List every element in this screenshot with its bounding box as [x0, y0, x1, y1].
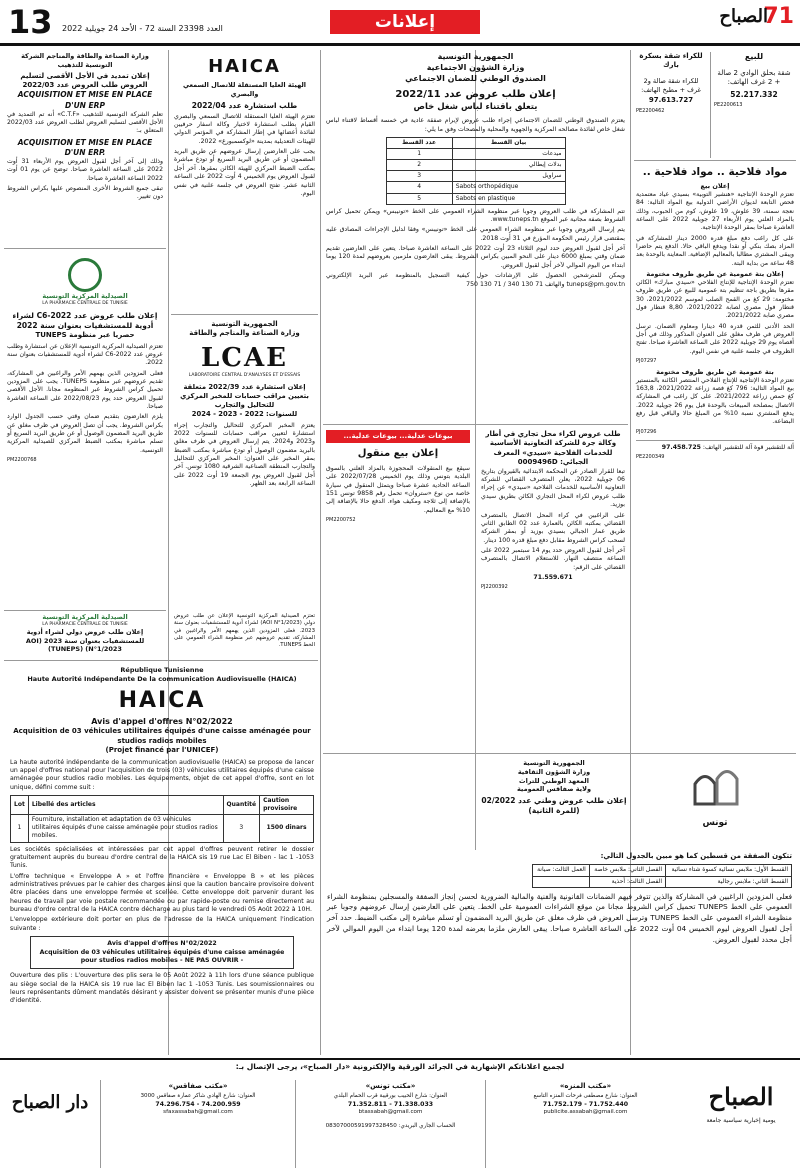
- ad-divider: [710, 52, 711, 158]
- table-row: القسط الأول: ملابس نسائية كسوة شتاء نسائية الفصل الثاني: ملابس خاصة العمل الثالث: صيانة: [533, 865, 792, 876]
- agri-ads: [634, 164, 796, 754]
- pct-text-3: يلزم العارضون بتقديم ضمان وقتي حسب الجدول الوارد بكراس الشروط. يجب أن تصل العروض في ظرف مغلق عن طريق البريد المضمون الوصول أو عن طريق البريد السريع أو تسلم مباشرة بمكتب الضبط المركزي للصيدلية المركزية التونسية.: [7, 413, 163, 454]
- ctf-header: وزارة الصناعة والطاقة والمناجم الشركة التونسية للتذهيب: [21, 52, 149, 69]
- agri-contact-text: ألة للتقشير قوة آلة للتقشير الهاتف:: [702, 443, 794, 451]
- culture-text: فعلى المزودين الراغبين في المشاركة والذين تتوفر فيهم الضمانات القانونية والفنية والمالية الضرورية لحسن إنجاز الصفقة والمسجلين بمنظومة الشراء العمومي على الخط TUNEPS تحميل كراس الشروط مجانا من موقع الشراءات العمومية على الخط. يتعين على العارضين إرسال عروضهم وجوبا عبر منظومة الشراء العمومي على الخط TUNEPS وترسل العروض في ظرف مغلق عن طريق البريد المضمون أو تسلم مباشرة إلى مكتب الضبط. حدد آخر أجل لقبول العروض ليوم الخميس 04 أوت 2022 على الساعة العاشرة صباحا. يبقى العارض ملزما بعرضه لمدة 120 يوما ابتداء من اليوم الموالي لآخر أجل محدد لقبول العروض.: [327, 891, 792, 944]
- masthead-rule: [0, 43, 800, 46]
- pct-logo: الصيدلية المركزية التونسية LA PHARMACIE CENTRALE DE TUNISIE: [7, 258, 163, 307]
- ctf-text-2: وذلك إلى آخر أجل لقبول العروض يوم الأربعاء 31 أوت 2022 على الساعة العاشرة صباحا. توضح عن يوم 01 أوت 2022 الساعة العاشرة صباحا.: [7, 157, 164, 182]
- rent-local-ad: [478, 428, 628, 750]
- rent-local-title: طلب عروض لكراء محل تجاري في أطار وكالة جرة للشركة التعاونية الأساسية للخدمات الفلاحية «سيدي» المعرف الجبائي: 0009496D: [485, 430, 621, 467]
- cnss-text-2: تتم المشاركة في طلب العروض وجوبا عبر منظومة الشراء العمومي على الخط «تونيبس» ويمكن تحميل كراس الشروط بصفة مجانية عبر الموقع www.tuneps.tn.: [326, 207, 625, 223]
- sale-title: للبيع: [744, 52, 764, 61]
- tunis-logo-text: تونس: [702, 818, 728, 829]
- haica-fr-envelope-box: Avis d'appel d'offres N°02/2022 Acquisition de 03 véhicules utilitaires équipés d'une caisse aménagée pour studios radios mobiles - NE PAS OUVRIR -: [30, 936, 294, 969]
- section-divider: [634, 160, 796, 161]
- pct2-text-1: تعتزم الصيدلية المركزية التونسية الإعلان عن طلب عروض دولي (AOI N°1/2023) لشراء أدوية للمستشفيات بعنوان سنة 2023. فعلى المزودين الذين يهمهم الأمر والراغبين في المشاركة، تقديم عروضهم عبر منظومة الشراء العمومي على الخط TUNEPS.: [174, 613, 315, 649]
- rent-local-ref: PJ2200392: [481, 584, 508, 591]
- logo-name: الصباح: [719, 6, 768, 27]
- table-row: القسط الثاني: ملابس رجالية الفصل الثالث: أحذية: [533, 876, 792, 887]
- haica-text-2: يجب على العارضين إرسال عروضهم عن طريق البريد المضمون أو عن طريق البريد السريع أو تودع مباشرة بمكتب الضبط المركزي للهيئة الكائن بمقرها. آخر أجل لقبول العروض يوم الخميس 4 أوت 2022 على الساعة الثانية عشر. تفتح العروض في جلسة علنية في نفس اليوم.: [174, 148, 315, 197]
- rent-title: للكراء شقة بسكرة بارك: [639, 52, 703, 70]
- cnss-header-3: الصندوق الوطني للضمان الاجتماعي: [405, 73, 546, 83]
- agri-notice2-title: إعلان بتة عمومية عن طريق ظروف مختومة: [646, 270, 784, 279]
- rent-local-text-2: على الراغبين في كراء المحل الاتصال بالمتصرف القضائي بمكتبه الكائن بالعمارة عدد 02 الطابق الثاني طريق عمار الجبالي بسيدي بوزيد أو بمقر الشركة لسحب كراس الشروط مقابل دفع مبلغ قدره 100 دينار.: [481, 511, 625, 544]
- logo-number: 71: [763, 4, 794, 29]
- sale-phone: 52.217.332: [730, 89, 778, 99]
- haica-title: طلب استشارة عدد 2022/04: [191, 100, 298, 110]
- culture-intro: تتكون الصفقة من قسطين كما هو مبين بالجدول التالي:: [600, 852, 792, 860]
- agri-contact: [636, 440, 794, 461]
- section-divider: [4, 248, 166, 249]
- haica-fr-text-1: La haute autorité indépendante de la communication audiovisuelle (HAICA) se propose de lancer un appel d'offres national pour l'acquisition de trois (03) véhicules utilitaires équipés d'une caisse aménagée pour studios radio mobiles. Les équipements, objet de cet appel d'offre, sont en lot unique, défini comme suit :: [10, 758, 314, 791]
- agri-text-2: على كل راغب دفع مبلغ قدره 2000 دينار للمشاركة في المزاد بصك بنكي أو نقدا ويدفع الباقي حالا. الدفع يتم حاضرا ويبقى المشتري مطالبا بالمعاليم الإضافية. المعاينة بالوحدة بعد 48 ساعة من بداية البتة.: [636, 234, 794, 267]
- pct2-tender-head: الصيدلية المركزية التونسية LA PHARMACIE CENTRALE DE TUNISIE إعلان طلب عروض دولي لشراء أدوية للمستشفيات بعنوان سنة 2023 (AOI N°1/2023) (TUNEPS): [4, 612, 166, 658]
- agri-notice3-title: بتة عمومية عن طريق ظروف مختومة: [656, 367, 774, 376]
- haica-fr-logo: HAICA: [118, 687, 206, 713]
- pct-text-2: فعلى المزودين الذين يهمهم الأمر والراغبين في المشاركة، تقديم عروضهم عبر منظومة TUNEPS. يجب على المزودين تحميل كراس الشروط عبر المنظومة مجانا. الأجل الأقصى لقبول العروض حدد يوم 2022/08/23 على الساعة العاشرة صباحا.: [7, 369, 164, 411]
- rent-local-text-1: تبعا للقرار الصادر عن المحكمة الابتدائية بالقيروان بتاريخ 06 جويلية 2022، يعلن المتصرف القضائي للشركة التعاونية الأساسية للخدمات الفلاحية «سيدي» عن إجراء طلب عروض لكراء المحل التجاري الكائن بطريق سيدي بوزيد.: [481, 467, 625, 509]
- column-divider: [320, 50, 321, 1055]
- table-row: Sabots en plastique 5: [386, 193, 565, 204]
- section-divider: [4, 610, 166, 611]
- ctf-fr-title: ACQUISITION ET MISE EN PLACE D'UN ERP: [17, 90, 153, 110]
- section-divider: [323, 753, 796, 754]
- section-title: إعلانات: [330, 10, 480, 34]
- office-email[interactable]: publicite.assabah@gmail.com: [543, 1109, 628, 1116]
- agri-text-3: تعتزم الوحدة الإنتاجية للإنتاج الفلاحي «سيدي مبارك» الكائن مقرها بطريق باجة تنظيم بتة عمومية للبيع عن طريق ظروف مختومة: 29 كغ من القمح الصلب لموسم 2021/2022، 30 قنطار فول مصري لصابة 2021/2022، 8,80 قنطار فول مصري صابة 2021/2022.: [636, 278, 794, 320]
- agri-sub: إعلان بيع: [700, 182, 730, 191]
- footer-logo-left[interactable]: دار الصباح: [11, 1092, 89, 1113]
- lcae-consult: الجمهورية التونسية وزارة الصناعة والمناجم والطاقة LCAE LABORATOIRE CENTRAL D'ANALYSES ET D'ESSAIS إعلان استشارة عدد 2022/39 متعلقة بتعيين مراقب حسابات للمخبر المركزي للتحاليل والتجارب للسنوات: 2022 - 2023 - 2024 يعتزم المخبر المركزي للتحاليل والتجارب إجراء استشارة لتعيين مراقب حسابات للسنوات 2022 و2023 و2024. يتم إرسال العروض في ظرف مغلق بالبريد مضمون الوصول أو تودع مباشرة بمكتب الضبط بمقر المخبر على العنوان: المخبر المركزي للتحاليل والتجارب المنطقة الصناعية الشرقية 1080 تونس. آخر أجل لقبول العروض يوم الجمعة 19 أوت 2022 على الساعة الرابعة بعد الظهر.: [174, 320, 316, 488]
- footer-banner: لجميع اعلاناتكم الإشهارية في الجرائد الورقية والإلكترونية «دار الصباح»، يرجى الإتصال بـ:: [235, 1062, 565, 1071]
- judicial-sale: [323, 428, 473, 750]
- lcae-logo: LCAE LABORATOIRE CENTRAL D'ANALYSES ET D'ESSAIS: [188, 342, 301, 378]
- lcae-text: يعتزم المخبر المركزي للتحاليل والتجارب إجراء استشارة لتعيين مراقب حسابات للسنوات 2022 و2023 و2024. يتم إرسال العروض في ظرف مغلق بالبريد مضمون الوصول أو تودع مباشرة بمكتب الضبط بمقر المخبر على العنوان: المخبر المركزي للتحاليل والتجارب المنطقة الصناعية الشرقية 1080 تونس. آخر أجل لقبول العروض يوم الجمعة 19 أوت 2022 على الساعة الرابعة بعد الظهر.: [174, 421, 316, 488]
- newspaper-logo[interactable]: [714, 2, 794, 42]
- sale-ad: [712, 50, 796, 158]
- haica-fr-title: Avis d'appel d'offres N°02/2022: [91, 716, 233, 726]
- office-menzah: «مكتب المنزه» العنوان: شارع مصطفى فرحات المنزه التاسع 71.752.179 - 71.752.440 publicite.assabah@gmail.com: [485, 1080, 685, 1168]
- agri-ref: PJ07297: [636, 358, 657, 365]
- culture-tender: [323, 850, 796, 1055]
- ctf-fr-title-2: ACQUISITION ET MISE EN PLACE D'UN ERP.: [17, 137, 153, 157]
- rent-ad: [634, 50, 708, 158]
- pct-tender: [4, 252, 166, 608]
- haica-logo: HAICA: [208, 56, 281, 77]
- cnss-subtitle: يتعلق باقتناء لباس شغل خاص: [413, 101, 538, 112]
- section-divider: [323, 424, 628, 425]
- haica-fr-text-5: Ouverture des plis : L'ouverture des plis sera le 05 Août 2022 à 11h lors d'une séance publique au siège social de la HAICA sis 19 rue lac El Biben lac 1 -1053 Tunis. Les soumissionnaires ou leurs représentants dûment mandatés désirant y assister doivent se présenter munis d'une pièce d'identité.: [10, 972, 314, 1005]
- agri-ref-2: PJ07296: [636, 428, 657, 435]
- agri-contact-phone: 97.458.725: [661, 443, 701, 451]
- pct-text-1: تعتزم الصيدلية المركزية التونسية الإعلان عن استشارة وطلب عروض عدد 2022-C6 لشراء أدوية للمستشفيات بعنوان سنة 2022.: [7, 342, 163, 367]
- haica-fr-text-2: Les sociétés spécialisées et intéressées par cet appel d'offres peuvent retirer le dossier gratuitement auprès du bureau d'ordre central de la HAICA sis 19 rue Lac El Biben - lac 1 -1053 Tunis.: [10, 845, 314, 870]
- postal-account: الحساب الجاري البريدي: 08307000591997328450: [325, 1122, 456, 1129]
- cnss-th-num: عدد القسط: [386, 138, 452, 149]
- table-row: ميدعات 1: [386, 149, 565, 160]
- cnss-text-3: يتم إرسال العروض وجوبا عبر منظومة الشراء العمومي على الخط «تونيبس» وفقا لدليل الإجراءات المصادق عليه بمقتضى قرار رئيس الحكومة المؤرخ في 31 أوت 2018.: [326, 226, 625, 242]
- cnss-text-4: آخر أجل لقبول العروض حدد ليوم الثلاثاء 23 أوت 2022 على الساعة العاشرة صباحا. يتعين على العارضين تقديم ضمان وقتي بمبلغ 6000 دينار على النحو المبين بكراس الشروط. يبقى العارضون ملزمين بعروضهم لمدة 120 يوما ابتداء من اليوم الموالي لآخر أجل لقبول العروض.: [326, 245, 625, 269]
- lcae-title: إعلان استشارة عدد 2022/39 متعلقة بتعيين مراقب حسابات للمخبر المركزي للتحاليل والتجارب: [180, 382, 309, 410]
- office-tunis: «مكتب تونس» العنوان: شارع الحبيب بورقيبة قرب الحمام البلدي 71.352.811 - 71.338.033 btassabah@gmail.com الحساب الجاري البريدي: 08307000591997328450: [295, 1080, 485, 1168]
- agri-text-5: تعتزم الوحدة الإنتاجية للإنتاج الفلاحي المنتصر الكائنة بالمنستير بيع المواد التالية: 796 كغ فصة زراعة 2021/2022، 163,8 كغ حمص زراعة 2021/2022. على كل راغب في المشاركة الاتصال بمصلحة المبيعات بالوحدة قبل يوم 26 جويلية 2022. يدفع المشتري نسبة 10% من المبلغ حالا والباقي قبل رفع البضاعة.: [635, 376, 794, 426]
- pct2-title: إعلان طلب عروض دولي لشراء أدوية للمستشفيات بعنوان سنة 2023 (AOI N°1/2023) (TUNEPS): [25, 627, 145, 654]
- ctf-text-3: تبقى جميع الشروط الأخرى المنصوص عليها بكراس الشروط دون تغيير.: [7, 185, 163, 201]
- haica-fr-subtitle: Acquisition de 03 véhicules utilitaires équipés d'une caisse aménagée pour studios radios mobiles: [13, 727, 311, 745]
- rent-ref: PE2200462: [636, 107, 665, 114]
- footer: [0, 1058, 800, 1168]
- ctf-title: إعلان تمديد في الأجل الأقصى لتسليم العروض طلب العروض عدد 2022/03: [20, 71, 150, 89]
- agri-text-4: الحد الأدنى للثمن قدره 40 دينارا ومعلوم الضمان. ترسل العروض في ظرف مغلق على العنوان المذكور وذلك في أجل أقصاه يوم 29 جويلية 2022 على الساعة العاشرة صباحا. تفتح الظروف في جلسة علنية في نفس اليوم.: [636, 322, 795, 355]
- culture-title: إعلان طلب عروض وطني عدد 02/2022 (للمرة الثانية): [481, 796, 627, 816]
- cnss-title: إعلان طلب عروض عدد 2022/11: [395, 89, 556, 101]
- issue-line: العدد 23398 السنة 72 - الأحد 24 جويلية 2022: [62, 24, 223, 33]
- rent-local-text-3: آخر أجل لقبول العروض حدد يوم 14 سبتمبر 2022 على الساعة منتصف النهار. للاستعلام الاتصال بالمتصرف القضائي على الرقم:: [481, 546, 625, 571]
- pct-title: إعلان طلب عروض عدد 2022-C6 لشراء أدوية للمستشفيات بعنوان سنة 2022: [12, 310, 158, 330]
- phone-icon-text: 71.752.179 - 71.752.440: [542, 1100, 629, 1108]
- table-row: 1 Fourniture, installation et adaptation de 03 véhicules utilitaires équipés d'une caisse aménagée pour studios radios mobiles. 3 1500 dinars: [11, 815, 314, 842]
- pct-emblem-icon: [68, 258, 102, 292]
- judicial-title: إعلان بيع منقول: [357, 448, 439, 460]
- cnss-th-desc: بيان القسط: [452, 138, 565, 149]
- judicial-ref: PM2200752: [326, 517, 356, 524]
- cnss-lots-table: [386, 137, 566, 205]
- ctf-tender: [4, 50, 166, 246]
- ctf-text-1: تعلم الشركة التونسية للتذهيب «C.T.F» أنه تم التمديد في الأجل الأقصى لتسليم العروض لطلب العروض عدد 2022/03 المتعلق بـ:: [7, 110, 163, 135]
- pct-ref: PM2200768: [7, 457, 37, 464]
- haica-fr-project: (Projet financé par l'UNICEF): [105, 746, 219, 755]
- office-sfax: «مكتب صفاقس» العنوان: شارع الهادي شاكر عمارة صفاقس 3000 74.296.754 - 74.200.959 sfaxassabah@gmail.com: [100, 1080, 295, 1168]
- office-email[interactable]: btassabah@gmail.com: [358, 1109, 423, 1116]
- tunis-emblem-icon: [685, 764, 745, 814]
- judicial-bar: بيوعات عدلية... بيوعات عدلية...: [326, 430, 470, 443]
- agri-title: مواد فلاحية .. مواد فلاحية ..: [642, 166, 788, 178]
- section-divider: [4, 660, 318, 661]
- footer-logo-right[interactable]: الصباح يومية إخبارية سياسية جامعة: [686, 1082, 796, 1166]
- haica-header: الهيئة العليا المستقلة للاتصال السمعي والبصري: [182, 81, 307, 98]
- table-row: بدلات إيطالي 2: [386, 160, 565, 171]
- masthead: [0, 0, 800, 46]
- table-row: Sabots orthopédique 4: [386, 182, 565, 193]
- sale-ref: PE2200613: [714, 101, 743, 108]
- haica-text-1: تعتزم الهيئة العليا المستقلة للاتصال السمعي والبصري القيام بطلب استشارة لاختيار وكالة اسفار حرفيين لفائدة أعضائها في إطار المشاركة في المؤتمر الدولي للهيئات التعديلية بمدينة «لوكسمبورغ» 2022.: [174, 112, 315, 145]
- cnss-text-1: يعتزم الصندوق الوطني للضمان الاجتماعي إجراء طلب عروض لإبرام صفقة عادية في خمسة أقساط لاقتناء لباس شغل خاص لفائدة مصالحه المركزية والجهوية والمحلية والمصحات وفق ما يلي:: [326, 117, 625, 133]
- footer-tagline: يومية إخبارية سياسية جامعة: [706, 1117, 776, 1124]
- cnss-header-1: الجمهورية التونسية: [437, 52, 514, 61]
- tunis-logo-box: [634, 764, 796, 844]
- haica-fr-table: Lot Libellé des articles Quantité Caution provisoire 1 Fourniture, installation et adaptation de 03 véhicules utilitaires équipés d'une caisse aménagée pour studios radios mobiles. 3 1500 dinars: [10, 795, 314, 842]
- pct-sub: حصريا عبر منظومة TUNEPS: [35, 331, 135, 340]
- haica-fr-text-3: L'offre technique « Enveloppe A » et l'offre financière « Enveloppe B » et les pièces administratives prévues par le cahier des charges ainsi que la caution bancaire provisoire doivent être placées dans une enveloppe fermée et scellée. Cette enveloppe doit parvenir durant les heures de travail par voie postale recommandée ou par rapide-poste ou remise directement au bureau d'ordre central de la HAICA contre décharge au plus tard le vendredi 05 Août 2022 à 10H.: [10, 872, 314, 914]
- haica-fr-tender: République Tunisienne Haute Autorité Indépendante De la communication Audiovisuelle (HAICA) HAICA Avis d'appel d'offres N°02/2022 Acquisition de 03 véhicules utilitaires équipés d'une caisse aménagée pour studios radios mobiles (Projet financé par l'UNICEF) La haute autorité indépendante de la communication audiovisuelle (HAICA) se propose de lancer un appel d'offres national pour l'acquisition de trois (03) véhicules utilitaires équipés d'une caisse aménagée pour studios radio mobiles. Les équipements, objet de cet appel d'offre, sont en lot unique, défini comme suit : Lot Libellé des articles Quantité Caution provisoire 1 Fourniture, installation et adaptation de 03 véhicules utilitaires équipés d'une caisse aménagée pour studios radios mobiles. 3 1500 dinars Les sociétés spécialisées et intéressées par cet appel d'offres peuvent retirer le dossier gratuitement auprès du bureau d'ordre central de la HAICA sis 19 rue Lac El Biben - lac 1 -1053 Tunis. L'offre technique « Enveloppe A » et l'offre financière « Enveloppe B » et les pièces administratives prévues par le cahier des charges ainsi que la caution bancaire provisoire doivent être placées dans une enveloppe fermée et scellée. Cette enveloppe doit parvenir durant les heures de travail par voie postale recommandée ou par rapide-poste ou remise directement au bureau d'ordre central de la HAICA contre décharge au plus tard le vendredi 05 Août 2022 à 10H. L'enveloppe extérieure doit porter en plus de l'adresse de la HAICA uniquement l'indication suivante : Avis d'appel d'offres N°02/2022 Acquisition de 03 véhicules utilitaires équipés d'une caisse aménagée pour studios radios mobiles - NE PAS OUVRIR - Ouverture des plis : L'ouverture des plis sera le 05 Août 2022 à 11h lors d'une séance publique au siège social de la HAICA sis 19 rue lac El Biben lac 1 -1053 Tunis. Les soumissionnaires ou leurs représentants dûment mandatés désirant y assister doivent se présenter munis d'une pièce d'identité.: [10, 666, 314, 1005]
- cnss-header-2: وزارة الشؤون الاجتماعية: [426, 62, 525, 72]
- rent-phone: 97.613.727: [648, 96, 694, 105]
- culture-lots-table: [532, 864, 792, 887]
- sale-text: شقة بحلق الوادي 2 صالة + 2 غرف الهاتف:: [717, 68, 791, 87]
- rent-local-phone: 71.559.671: [533, 574, 573, 582]
- agri-contact-ref: PE2200349: [636, 453, 665, 460]
- haica-fr-text-4: L'enveloppe extérieure doit porter en plus de l'adresse de la HAICA uniquement l'indication suivante :: [10, 916, 314, 932]
- haica-consult: [171, 50, 318, 312]
- page-number: 13: [8, 3, 53, 41]
- lcae-years: للسنوات: 2022 - 2023 - 2024: [191, 410, 298, 419]
- agri-text-1: تعتزم الوحدة الإنتاجية «هنشير التوبية» بسيدي عياد معتمدية فحص التابعة لديوان الأراضي الدولية بيع المواد التالية: 84 نعجة سمنة، 39 علوش، 19 علوش، كوم من الحبوب، وذلك بالمزاد العلني يوم الأربعاء 27 جويلية 2022 على الساعة العاشرة صباحا بمقر الوحدة الإنتاجية.: [636, 190, 794, 232]
- table-row: سراويل 3: [386, 171, 565, 182]
- culture-header: الجمهورية التونسية وزارة الشؤون الثقافية المعهد الوطني للتراث ولاية صفاقس العمومية إعلان طلب عروض وطني عدد 02/2022 (للمرة الثانية): [481, 759, 627, 816]
- cnss-tender: [323, 50, 628, 422]
- cnss-contact: ويمكن للمترشحين الحصول على الإرشادات حول كيفية التسجيل بالمنظومة عبر البريد الإلكتروني tuneps@pm.gov.tn والهاتف 71 130 340 / 71 130 750: [326, 272, 625, 288]
- pct2-tender-body: [171, 612, 318, 658]
- judicial-text: سيقع بيع المنقولات المحجوزة بالمزاد العلني بالسوق البلدية بتونس وذلك يوم الخميس 2022/07/28 على الساعة الحادية عشرة صباحا ويتمثل المنقول في سيارة خاصة من نوع «ستروان» تحمل رقم 9858 تونس 151 بالإضافة إلى ثلاجة ومكيف هواء. الدفع حالا بالإضافة إلى 10% مع المعاليم.: [326, 464, 470, 514]
- office-email[interactable]: sfaxassabah@gmail.com: [163, 1109, 233, 1116]
- section-divider: [171, 314, 318, 315]
- rent-text: للكراء شقة صالة و2 غرف + مطبخ الهاتف:: [641, 76, 701, 94]
